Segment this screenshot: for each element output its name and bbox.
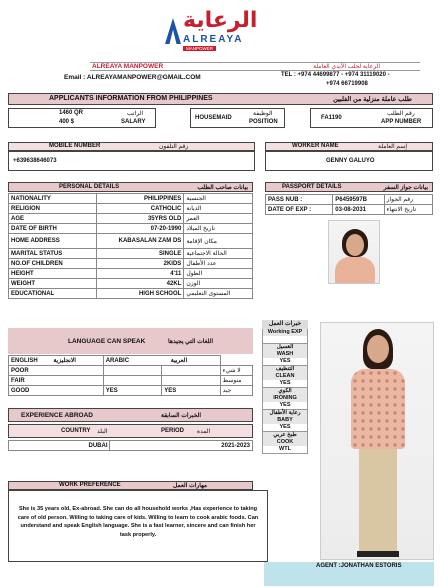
- applicants-title: APPLICANTS INFORMATION FROM PHILIPPINES: [49, 95, 213, 102]
- personal-value: 42KL: [96, 279, 184, 289]
- english-label-ar: الانجليزية: [53, 358, 76, 364]
- personal-value: HIGH SCHOOL: [96, 289, 184, 299]
- personal-header: [8, 182, 253, 192]
- language-level: GOOD: [9, 386, 104, 396]
- personal-row: [9, 234, 253, 249]
- period-label: PERIOD: [161, 428, 185, 434]
- salary-box: [8, 108, 156, 128]
- applicants-title-ar: طلب عاملة منزلية من الفلبين: [333, 96, 412, 103]
- portrait-face: [346, 234, 364, 256]
- language-table: [8, 355, 253, 396]
- language-title-ar: اللغات التي يجيدها: [168, 339, 213, 345]
- skill-item: [262, 329, 308, 344]
- position-box: [190, 108, 285, 128]
- personal-label-ar: الوزن: [184, 279, 253, 289]
- arabic-level-value: [162, 366, 220, 376]
- personal-table: [8, 193, 253, 299]
- experience-period: 2021-2023: [110, 441, 253, 451]
- personal-title: PERSONAL DETAILS: [59, 184, 120, 190]
- english-label: ENGLISH: [11, 358, 38, 364]
- english-level-value: YES: [103, 386, 161, 396]
- arabic-label: ARABIC: [105, 358, 130, 364]
- country-label-ar: البلد: [97, 429, 108, 435]
- personal-label-ar: الطول: [184, 269, 253, 279]
- personal-label: HEIGHT: [9, 269, 97, 279]
- experience-country: DUBAI: [9, 441, 110, 451]
- language-level-ar: جيد: [220, 386, 252, 396]
- english-header: [9, 356, 104, 366]
- salary-label-ar: الراتب: [127, 111, 144, 117]
- mobile-label: MOBILE NUMBER: [49, 143, 101, 149]
- skill-label-ar: رعاية الأطفال: [263, 410, 307, 417]
- arabic-level-value: [162, 376, 220, 386]
- skill-item: [262, 410, 308, 432]
- country-label: COUNTRY: [61, 428, 91, 434]
- tel-line-2: +974 66719908: [326, 81, 368, 87]
- personal-label-ar: الحالة الاجتماعية: [184, 249, 253, 259]
- language-level: FAIR: [9, 376, 104, 386]
- app-number-value: FA1190: [321, 115, 342, 121]
- english-level-value: [103, 376, 161, 386]
- skill-value: YES: [279, 424, 291, 430]
- personal-label: WEIGHT: [9, 279, 97, 289]
- logo-a-mark: [165, 18, 181, 44]
- worker-label-ar: إسم العاملة: [378, 144, 407, 150]
- position-value: HOUSEMAID: [195, 115, 232, 121]
- skill-value: YES: [279, 358, 291, 364]
- passport-header: [265, 182, 433, 192]
- personal-label: MARITAL STATUS: [9, 249, 97, 259]
- logo-latin: ALREAYA: [183, 34, 244, 45]
- skill-label: COOK: [263, 439, 307, 446]
- personal-value: KABASALAN ZAM DS: [96, 234, 184, 249]
- passport-number-label-ar: رقم الجواز: [384, 195, 432, 205]
- skill-label-ar: طبخ عربي: [263, 432, 307, 439]
- language-title: LANGUAGE CAN SPEAK: [68, 338, 146, 345]
- personal-label-ar: مكان الإقامة: [184, 234, 253, 249]
- personal-row: [9, 249, 253, 259]
- position-label: POSITION: [249, 119, 278, 125]
- arabic-header: [103, 356, 220, 366]
- skill-label: IRONING: [263, 395, 307, 402]
- personal-row: [9, 214, 253, 224]
- company-name-arabic: الرعاية لجلب الأيدي العاملة: [313, 64, 380, 70]
- mobile-value-box: [8, 151, 255, 171]
- personal-value: PHILIPPINES: [96, 194, 184, 204]
- skill-label: Working EXP: [263, 329, 307, 336]
- personal-label: AGE: [9, 214, 97, 224]
- company-name-bar: [90, 62, 420, 71]
- salary-label: SALARY: [121, 119, 146, 125]
- english-level-value: [103, 366, 161, 376]
- personal-label-ar: عدد الأطفال: [184, 259, 253, 269]
- personal-label: RELIGION: [9, 204, 97, 214]
- personal-value: 4'11: [96, 269, 184, 279]
- experience-title: EXPERIENCE ABROAD: [21, 412, 93, 419]
- experience-columns: [8, 424, 253, 438]
- photo-shoes: [357, 551, 399, 557]
- skill-label-ar: الكوي: [263, 388, 307, 395]
- arabic-label-ar: العربية: [170, 358, 188, 364]
- personal-row: [9, 289, 253, 299]
- personal-label-ar: المستوى التعليمي: [184, 289, 253, 299]
- work-preference-text: She is 35 years old, Ex-abroad. She can do all household works ,Has experience to taking care of old person. Willing to taking care of kids. Willing to learn to cook arabic foods. Can understand and speak English language. She is a fast learner, sincere and can finish her task properly.: [17, 506, 259, 538]
- experience-table: [8, 440, 253, 451]
- work-preference-header: [8, 481, 253, 490]
- app-number-label-ar: رقم الطلب: [387, 111, 415, 117]
- skills-title: خبرات العمل: [262, 320, 308, 329]
- worker-header: [265, 142, 433, 151]
- skill-label-ar: الغسيل: [263, 344, 307, 351]
- agent-text: AGENT :JONATHAN ESTORIS: [316, 563, 402, 569]
- language-level-ar: متوسط: [220, 376, 252, 386]
- personal-row: [9, 259, 253, 269]
- portrait-photo: [328, 220, 380, 284]
- logo-arabic: الرعاية: [183, 8, 258, 33]
- personal-label: HOME ADDRESS: [9, 234, 97, 249]
- full-body-photo: [320, 322, 434, 560]
- personal-label: DATE OF BIRTH: [9, 224, 97, 234]
- language-level-ar: لا شيء: [220, 366, 252, 376]
- personal-label-ar: الديانة: [184, 204, 253, 214]
- email[interactable]: Email : ALREAYAMANPOWER@GMAIL.COM: [64, 74, 201, 81]
- work-preference-title: WORK PREFERENCE: [59, 482, 121, 488]
- mobile-label-ar: رقم التلفون: [159, 144, 189, 150]
- personal-row: [9, 279, 253, 289]
- skill-value: WTL: [279, 446, 291, 452]
- passport-exp-label-ar: تاريخ الانتهاء: [384, 205, 432, 215]
- skill-label: WASH: [263, 351, 307, 358]
- company-name-latin: ALREAYA MANPOWER: [92, 63, 164, 70]
- language-row: [9, 376, 253, 386]
- passport-exp-row: [266, 205, 433, 215]
- personal-title-ar: بيانات صاحب الطلب: [197, 185, 248, 191]
- worker-value-box: [265, 151, 433, 171]
- passport-title: PASSPORT DETAILS: [282, 184, 342, 190]
- skill-item: [262, 366, 308, 388]
- passport-number-label: PASS NUB :: [266, 195, 333, 205]
- work-preference-title-ar: مهارات العمل: [173, 483, 208, 489]
- applicants-bar: [8, 93, 433, 105]
- position-label-ar: الوظيفة: [253, 111, 273, 117]
- mobile-value[interactable]: +639638646073: [13, 158, 57, 164]
- worker-value: GENNY GALUYO: [326, 158, 375, 164]
- experience-row: [9, 441, 253, 451]
- portrait-body: [335, 257, 375, 284]
- arabic-level-value: YES: [162, 386, 220, 396]
- passport-number-row: [266, 195, 433, 205]
- personal-label: NO.OF CHILDREN: [9, 259, 97, 269]
- skills-column: [262, 320, 308, 454]
- personal-label-ar: العمر: [184, 214, 253, 224]
- personal-label-ar: تاريخ الميلاد: [184, 224, 253, 234]
- language-header: [8, 328, 253, 354]
- language-row: [9, 386, 253, 396]
- work-preference-box: [8, 490, 268, 562]
- personal-row: [9, 269, 253, 279]
- experience-title-ar: الخبرات السابقة: [161, 413, 202, 419]
- personal-label: EDUCATIONAL: [9, 289, 97, 299]
- personal-value: 07-20-1990: [96, 224, 184, 234]
- personal-value: SINGLE: [96, 249, 184, 259]
- photo-face: [367, 335, 389, 363]
- skill-item: [262, 388, 308, 410]
- salary-value-usd: 400 $: [59, 119, 75, 125]
- tel-line-1: TEL : +974 44699877 - +974 31119020 -: [281, 72, 390, 78]
- skill-label: CLEAN: [263, 373, 307, 380]
- personal-value: 2KIDS: [96, 259, 184, 269]
- salary-value-qr: 1460 QR: [59, 110, 84, 116]
- app-number-box: [310, 108, 433, 128]
- skill-value: YES: [279, 380, 291, 386]
- skill-value: YES: [279, 402, 291, 408]
- passport-table: [265, 194, 433, 215]
- passport-number-value: P6459597B: [333, 195, 384, 205]
- personal-label: NATIONALITY: [9, 194, 97, 204]
- worker-label: WORKER NAME: [292, 143, 339, 149]
- skill-label-ar: التنظيف: [263, 366, 307, 373]
- personal-row: [9, 204, 253, 214]
- skill-item: [262, 432, 308, 454]
- logo-sub: MANPOWER: [183, 46, 216, 51]
- skill-item: [262, 344, 308, 366]
- skill-label: BABY: [263, 417, 307, 424]
- personal-row: [9, 194, 253, 204]
- personal-label-ar: الجنسية: [184, 194, 253, 204]
- app-number-label: APP NUMBER: [381, 119, 422, 125]
- agent-bar: [264, 562, 434, 572]
- personal-row: [9, 224, 253, 234]
- experience-header: [8, 408, 253, 422]
- personal-value: CATHOLIC: [96, 204, 184, 214]
- passport-exp-label: DATE OF EXP :: [266, 205, 333, 215]
- footer-strip: [264, 572, 434, 586]
- language-level: POOR: [9, 366, 104, 376]
- personal-value: 35YRS OLD: [96, 214, 184, 224]
- skill-value: [263, 336, 307, 343]
- language-head-row: [9, 356, 253, 366]
- company-logo: [165, 8, 285, 50]
- photo-blouse: [351, 369, 405, 449]
- language-row: [9, 366, 253, 376]
- passport-title-ar: بيانات جواز السفر: [383, 185, 428, 191]
- period-label-ar: المدة: [197, 429, 211, 435]
- passport-exp-value: 03-08-2031: [333, 205, 384, 215]
- mobile-header: [8, 142, 255, 151]
- photo-pants: [359, 449, 397, 553]
